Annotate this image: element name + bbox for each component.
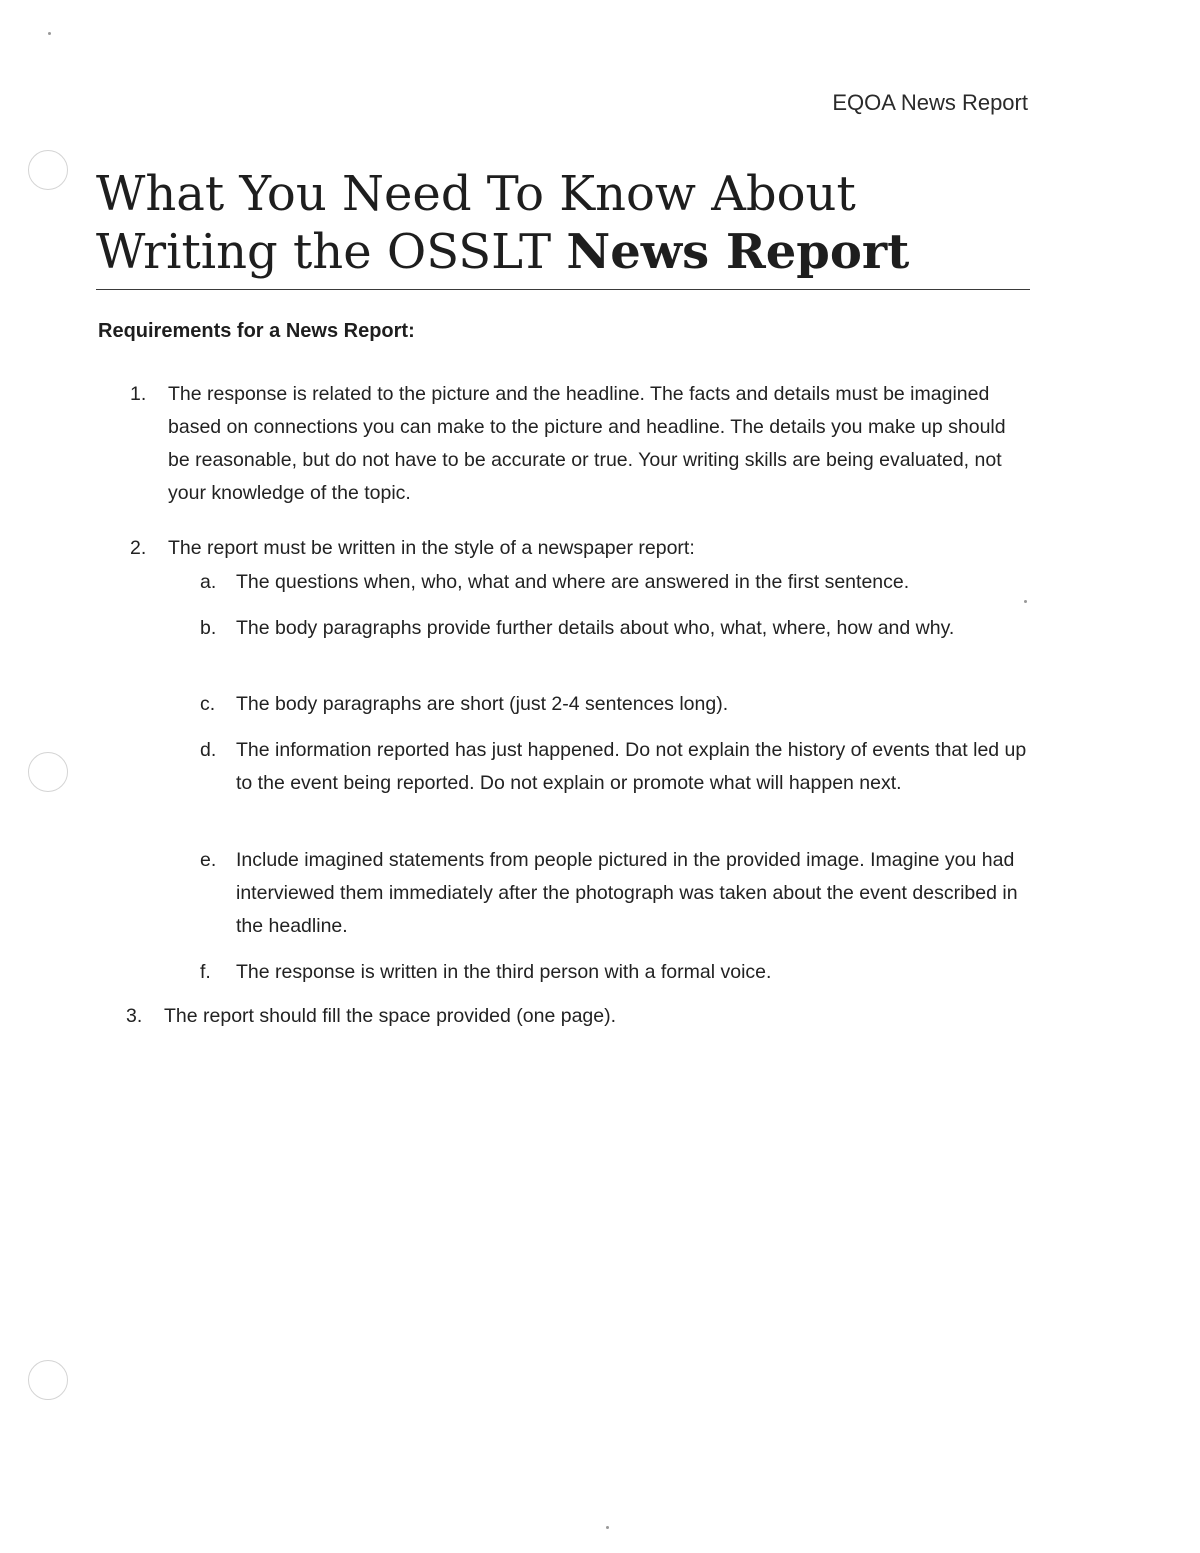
punch-hole-top [28, 150, 68, 190]
sub-item-letter: d. [200, 739, 217, 761]
scan-speck [1024, 600, 1027, 603]
title-line-2 [96, 223, 1036, 281]
sub-item-text: The body paragraphs provide further details about who, what, where, how and why. [236, 617, 955, 639]
sub-item-letter: a. [200, 571, 217, 593]
sub-item-text: The information reported has just happened. Do not explain the history of events that led up to the event being reported. Do not explain or promote what will happen next. [236, 739, 1027, 794]
page-title [96, 165, 1036, 281]
scan-speck [606, 1526, 609, 1529]
list-item-text: The response is related to the picture and the headline. The facts and details must be imagined based on connections you can make to the picture and headline. The details you make up should be reasonable, but do not have to be accurate or true. Your writing skills are being evaluated, not your knowledge of the topic. [168, 383, 1006, 504]
list-number: 1. [130, 383, 147, 405]
list-number: 3. [126, 1005, 143, 1027]
sub-item-letter: b. [200, 617, 217, 639]
title-divider [96, 289, 1030, 290]
sub-item-text: The body paragraphs are short (just 2-4 sentences long). [236, 693, 729, 715]
sub-item-text: Include imagined statements from people pictured in the provided image. Imagine you had interviewed them immediately after the photograph was taken about the event described in the headline. [236, 849, 1018, 937]
title-line-2-regular: Writing the OSSLT [96, 224, 567, 280]
list-item-text: The report must be written in the style of a newspaper report: [168, 537, 695, 559]
scan-speck [48, 32, 51, 35]
title-line-1: What You Need To Know About [96, 166, 856, 222]
punch-hole-bottom [28, 1360, 68, 1400]
title-line-2-bold: News Report [566, 224, 910, 280]
list-number: 2. [130, 537, 147, 559]
requirements-heading: Requirements for a News Report: [98, 320, 415, 342]
sub-item-letter: c. [200, 693, 216, 715]
sub-item-text: The response is written in the third person with a formal voice. [236, 961, 772, 983]
sub-item-letter: e. [200, 849, 217, 871]
sub-item-text: The questions when, who, what and where are answered in the first sentence. [236, 571, 910, 593]
punch-hole-middle [28, 752, 68, 792]
list-item-text: The report should fill the space provided (one page). [164, 1005, 617, 1027]
header-label: EQOA News Report [832, 90, 1028, 115]
sub-item-letter: f. [200, 961, 211, 983]
